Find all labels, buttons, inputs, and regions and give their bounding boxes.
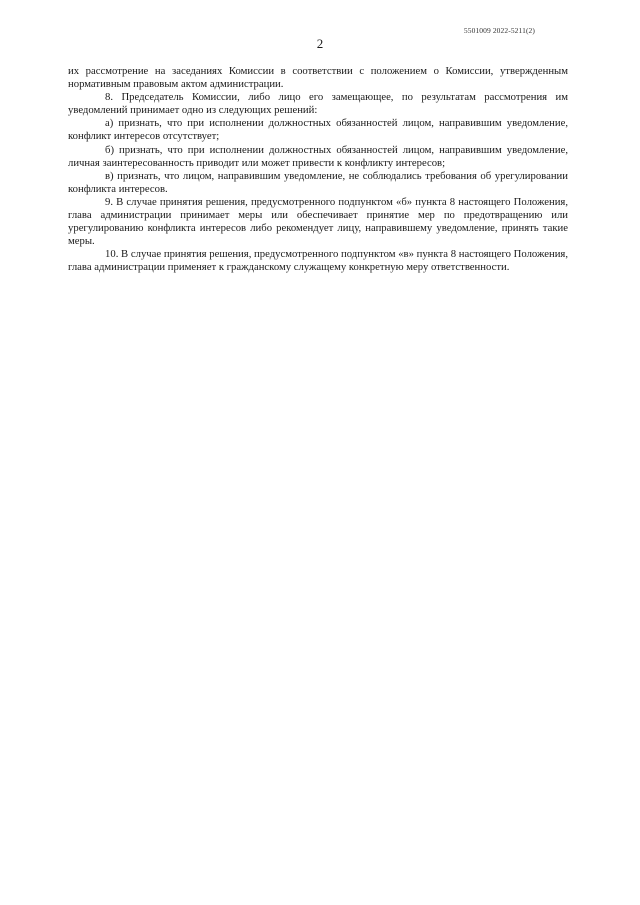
- paragraph-continuation: их рассмотрение на заседаниях Комиссии в соответствии с положением о Комиссии, утвержденным нормативным правовым актом администрации.: [68, 65, 568, 91]
- paragraph-item-9: 9. В случае принятия решения, предусмотренного подпунктом «б» пункта 8 настоящего Положения, глава администрации принимает меры или обеспечивает принятие мер по предотвращению или урегулированию конфликта интересов либо рекомендует лицу, направившему уведомление, принять такие меры.: [68, 195, 568, 248]
- document-registration-code: 5501009 2022-5211(2): [463, 26, 535, 35]
- paragraph-subitem-b: б) признать, что при исполнении должностных обязанностей лицом, направившим уведомление, личная заинтересованность приводит или может привести к конфликту интересов;: [68, 143, 568, 169]
- document-body: [68, 65, 568, 275]
- paragraph-subitem-v: в) признать, что лицом, направившим уведомление, не соблюдались требования об урегулировании конфликта интересов.: [68, 169, 568, 195]
- page-number: 2: [316, 36, 324, 51]
- paragraph-item-10: 10. В случае принятия решения, предусмотренного подпунктом «в» пункта 8 настоящего Положения, глава администрации применяет к гражданскому служащему конкретную меру ответственности.: [68, 248, 568, 274]
- paragraph-item-8: 8. Председатель Комиссии, либо лицо его замещающее, по результатам рассмотрения им уведомлений принимает одно из следующих решений:: [68, 91, 568, 117]
- paragraph-subitem-a: а) признать, что при исполнении должностных обязанностей лицом, направившим уведомление, конфликт интересов отсутствует;: [68, 117, 568, 143]
